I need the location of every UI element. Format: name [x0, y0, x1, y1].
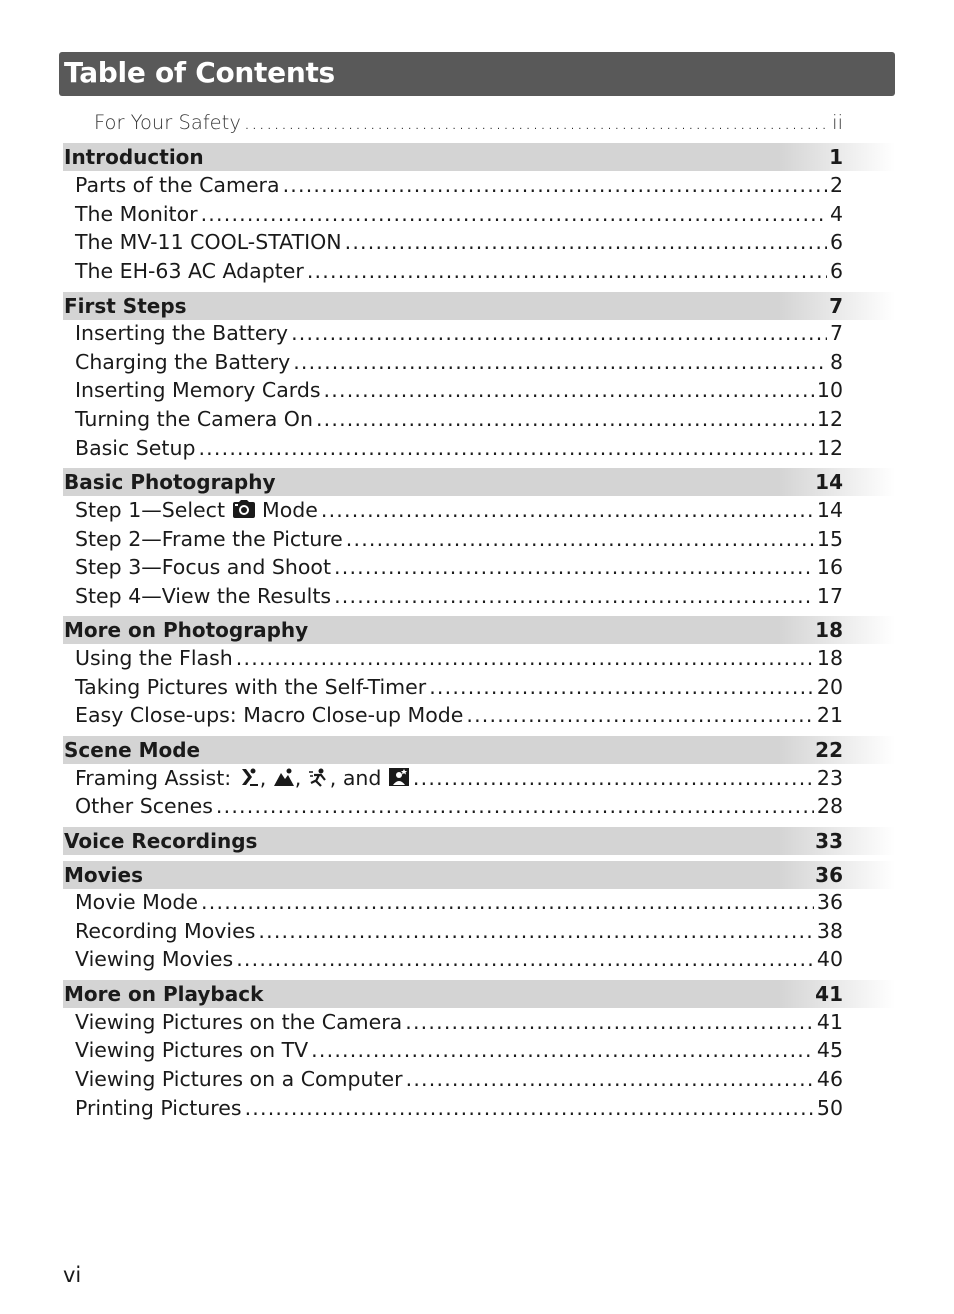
entry-page: 6 [829, 230, 843, 254]
entry-page: 6 [829, 259, 843, 283]
toc-entry[interactable] [75, 525, 843, 554]
section-title: More on Playback [64, 982, 264, 1006]
portrait-scene-icon [238, 766, 260, 795]
section-page: 14 [815, 470, 843, 494]
section-header-scene-mode[interactable] [63, 736, 895, 764]
section-title: Introduction [64, 145, 204, 169]
entry-title: Turning the Camera On [75, 407, 313, 431]
entry-title [75, 496, 318, 527]
dot-leader [258, 917, 814, 946]
entry-title: Using the Flash [75, 646, 233, 670]
entry-page: 17 [816, 584, 843, 608]
toc-entry[interactable] [75, 171, 843, 200]
section-page: 7 [829, 294, 843, 318]
entry-title: Step 4—View the Results [75, 584, 332, 608]
toc-entry[interactable] [75, 496, 843, 525]
toc-entry[interactable] [75, 945, 843, 974]
entry-page: 45 [816, 1038, 843, 1062]
section-header-basic-photography[interactable] [63, 468, 895, 496]
entry-page: 18 [816, 646, 843, 670]
section-header-more-on-playback[interactable] [63, 980, 895, 1008]
entry-title: Charging the Battery [75, 350, 291, 374]
entry-page: 4 [829, 202, 843, 226]
section-header-first-steps[interactable] [63, 292, 895, 320]
entry-title: Step 2—Frame the Picture [75, 527, 343, 551]
entry-page: 12 [816, 436, 843, 460]
entry-title: The EH-63 AC Adapter [75, 259, 304, 283]
section-title: Movies [64, 863, 144, 887]
dot-leader [236, 945, 814, 974]
section-title: Basic Photography [64, 470, 276, 494]
dot-leader [307, 257, 827, 286]
toc-entry[interactable] [75, 792, 843, 821]
section-title: First Steps [64, 294, 187, 318]
entry-page: 2 [829, 173, 843, 197]
entry-title: Recording Movies [75, 919, 256, 943]
entry-page: 28 [816, 794, 843, 818]
dot-leader [321, 496, 814, 525]
section-header-movies[interactable] [63, 861, 895, 889]
entry-title: Viewing Pictures on the Camera [75, 1010, 403, 1034]
entry-title-part: Step 1—Select [75, 498, 232, 522]
entry-page: 41 [816, 1010, 843, 1034]
dot-leader [406, 1065, 814, 1094]
section-page: 18 [815, 618, 843, 642]
camera-icon [232, 498, 256, 527]
section-page: 1 [829, 145, 843, 169]
toc-entry[interactable] [75, 1008, 843, 1037]
dot-leader [413, 764, 814, 793]
entry-title: Viewing Pictures on TV [75, 1038, 309, 1062]
scene-separator: , and [329, 766, 388, 790]
entry-title: Viewing Pictures on a Computer [75, 1067, 403, 1091]
entry-page: 46 [816, 1067, 843, 1091]
dot-leader [334, 553, 814, 582]
toc-entry[interactable] [75, 764, 843, 793]
night-portrait-scene-icon [388, 766, 410, 795]
section-page: 36 [815, 863, 843, 887]
section-page: 22 [815, 738, 843, 762]
sports-scene-icon [308, 766, 330, 795]
entry-title-part: Framing Assist: [75, 766, 238, 790]
toc-entry[interactable] [75, 1094, 843, 1123]
entry-title: Basic Setup [75, 436, 196, 460]
toc-entry[interactable] [75, 888, 843, 917]
toc-entry[interactable] [75, 257, 843, 286]
entry-page: 15 [816, 527, 843, 551]
toc-entry[interactable] [75, 582, 843, 611]
toc-entry[interactable] [75, 348, 843, 377]
toc-entry-for-your-safety[interactable] [94, 110, 843, 136]
entry-page: 14 [816, 498, 843, 522]
entry-page: 23 [816, 766, 843, 790]
entry-title: Printing Pictures [75, 1096, 242, 1120]
dot-leader [201, 888, 814, 917]
entry-page: 20 [816, 675, 843, 699]
entry-page: 7 [829, 321, 843, 345]
dot-leader [245, 1094, 814, 1123]
entry-page: 12 [816, 407, 843, 431]
entry-title-part: Mode [255, 498, 318, 522]
dot-leader [334, 582, 814, 611]
entry-title: The Monitor [75, 202, 198, 226]
toc-entry[interactable] [75, 1036, 843, 1065]
toc-entry[interactable] [75, 319, 843, 348]
toc-entry[interactable] [75, 1065, 843, 1094]
entry-title: Parts of the Camera [75, 173, 280, 197]
page-title: Table of Contents [64, 56, 335, 89]
dot-leader [324, 376, 814, 405]
entry-page: 8 [829, 350, 843, 374]
dot-leader [311, 1036, 814, 1065]
section-page: 41 [815, 982, 843, 1006]
scene-separator: , [294, 766, 308, 790]
toc-entry[interactable] [75, 673, 843, 702]
dot-leader [345, 228, 827, 257]
dot-leader [293, 348, 827, 377]
section-header-introduction[interactable] [63, 143, 895, 171]
entry-title: Other Scenes [75, 794, 213, 818]
entry-page: ii [832, 111, 843, 134]
toc-entry[interactable] [75, 553, 843, 582]
entry-title: Inserting the Battery [75, 321, 289, 345]
toc-banner [59, 52, 895, 96]
dot-leader [346, 525, 814, 554]
toc-entry[interactable] [75, 376, 843, 405]
entry-page: 21 [816, 703, 843, 727]
dot-leader [236, 644, 814, 673]
entry-title: Easy Close-ups: Macro Close-up Mode [75, 703, 464, 727]
entry-page: 16 [816, 555, 843, 579]
toc-entry[interactable] [75, 405, 843, 434]
dot-leader [198, 434, 813, 463]
section-title: Voice Recordings [64, 829, 258, 853]
entry-title: Viewing Movies [75, 947, 234, 971]
section-header-voice-recordings[interactable] [63, 827, 895, 855]
toc-entry[interactable] [75, 644, 843, 673]
page-number: vi [63, 1263, 82, 1287]
section-title: More on Photography [64, 618, 309, 642]
section-page: 33 [815, 829, 843, 853]
toc-entry[interactable] [75, 917, 843, 946]
entry-title: Movie Mode [75, 890, 199, 914]
entry-title: Inserting Memory Cards [75, 378, 321, 402]
dot-leader [283, 171, 827, 200]
landscape-scene-icon [273, 766, 295, 795]
section-header-more-on-photography[interactable] [63, 616, 895, 644]
entry-title: Step 3—Focus and Shoot [75, 555, 332, 579]
toc-entry[interactable] [75, 701, 843, 730]
entry-title [75, 764, 410, 795]
scene-separator: , [259, 766, 273, 790]
toc-entry[interactable] [75, 228, 843, 257]
entry-page: 50 [816, 1096, 843, 1120]
toc-entry[interactable] [75, 200, 843, 229]
entry-page: 36 [816, 890, 843, 914]
toc-entry[interactable] [75, 434, 843, 463]
entry-title: The MV-11 COOL-STATION [75, 230, 342, 254]
dot-leader [216, 792, 814, 821]
entry-title: For Your Safety [94, 111, 241, 134]
dot-leader [244, 110, 829, 136]
entry-page: 10 [816, 378, 843, 402]
dot-leader [316, 405, 814, 434]
dot-leader [291, 319, 827, 348]
dot-leader [201, 200, 827, 229]
dot-leader [405, 1008, 814, 1037]
dot-leader [466, 701, 814, 730]
entry-title: Taking Pictures with the Self-Timer [75, 675, 427, 699]
entry-page: 40 [816, 947, 843, 971]
section-title: Scene Mode [64, 738, 201, 762]
dot-leader [429, 673, 814, 702]
entry-page: 38 [816, 919, 843, 943]
